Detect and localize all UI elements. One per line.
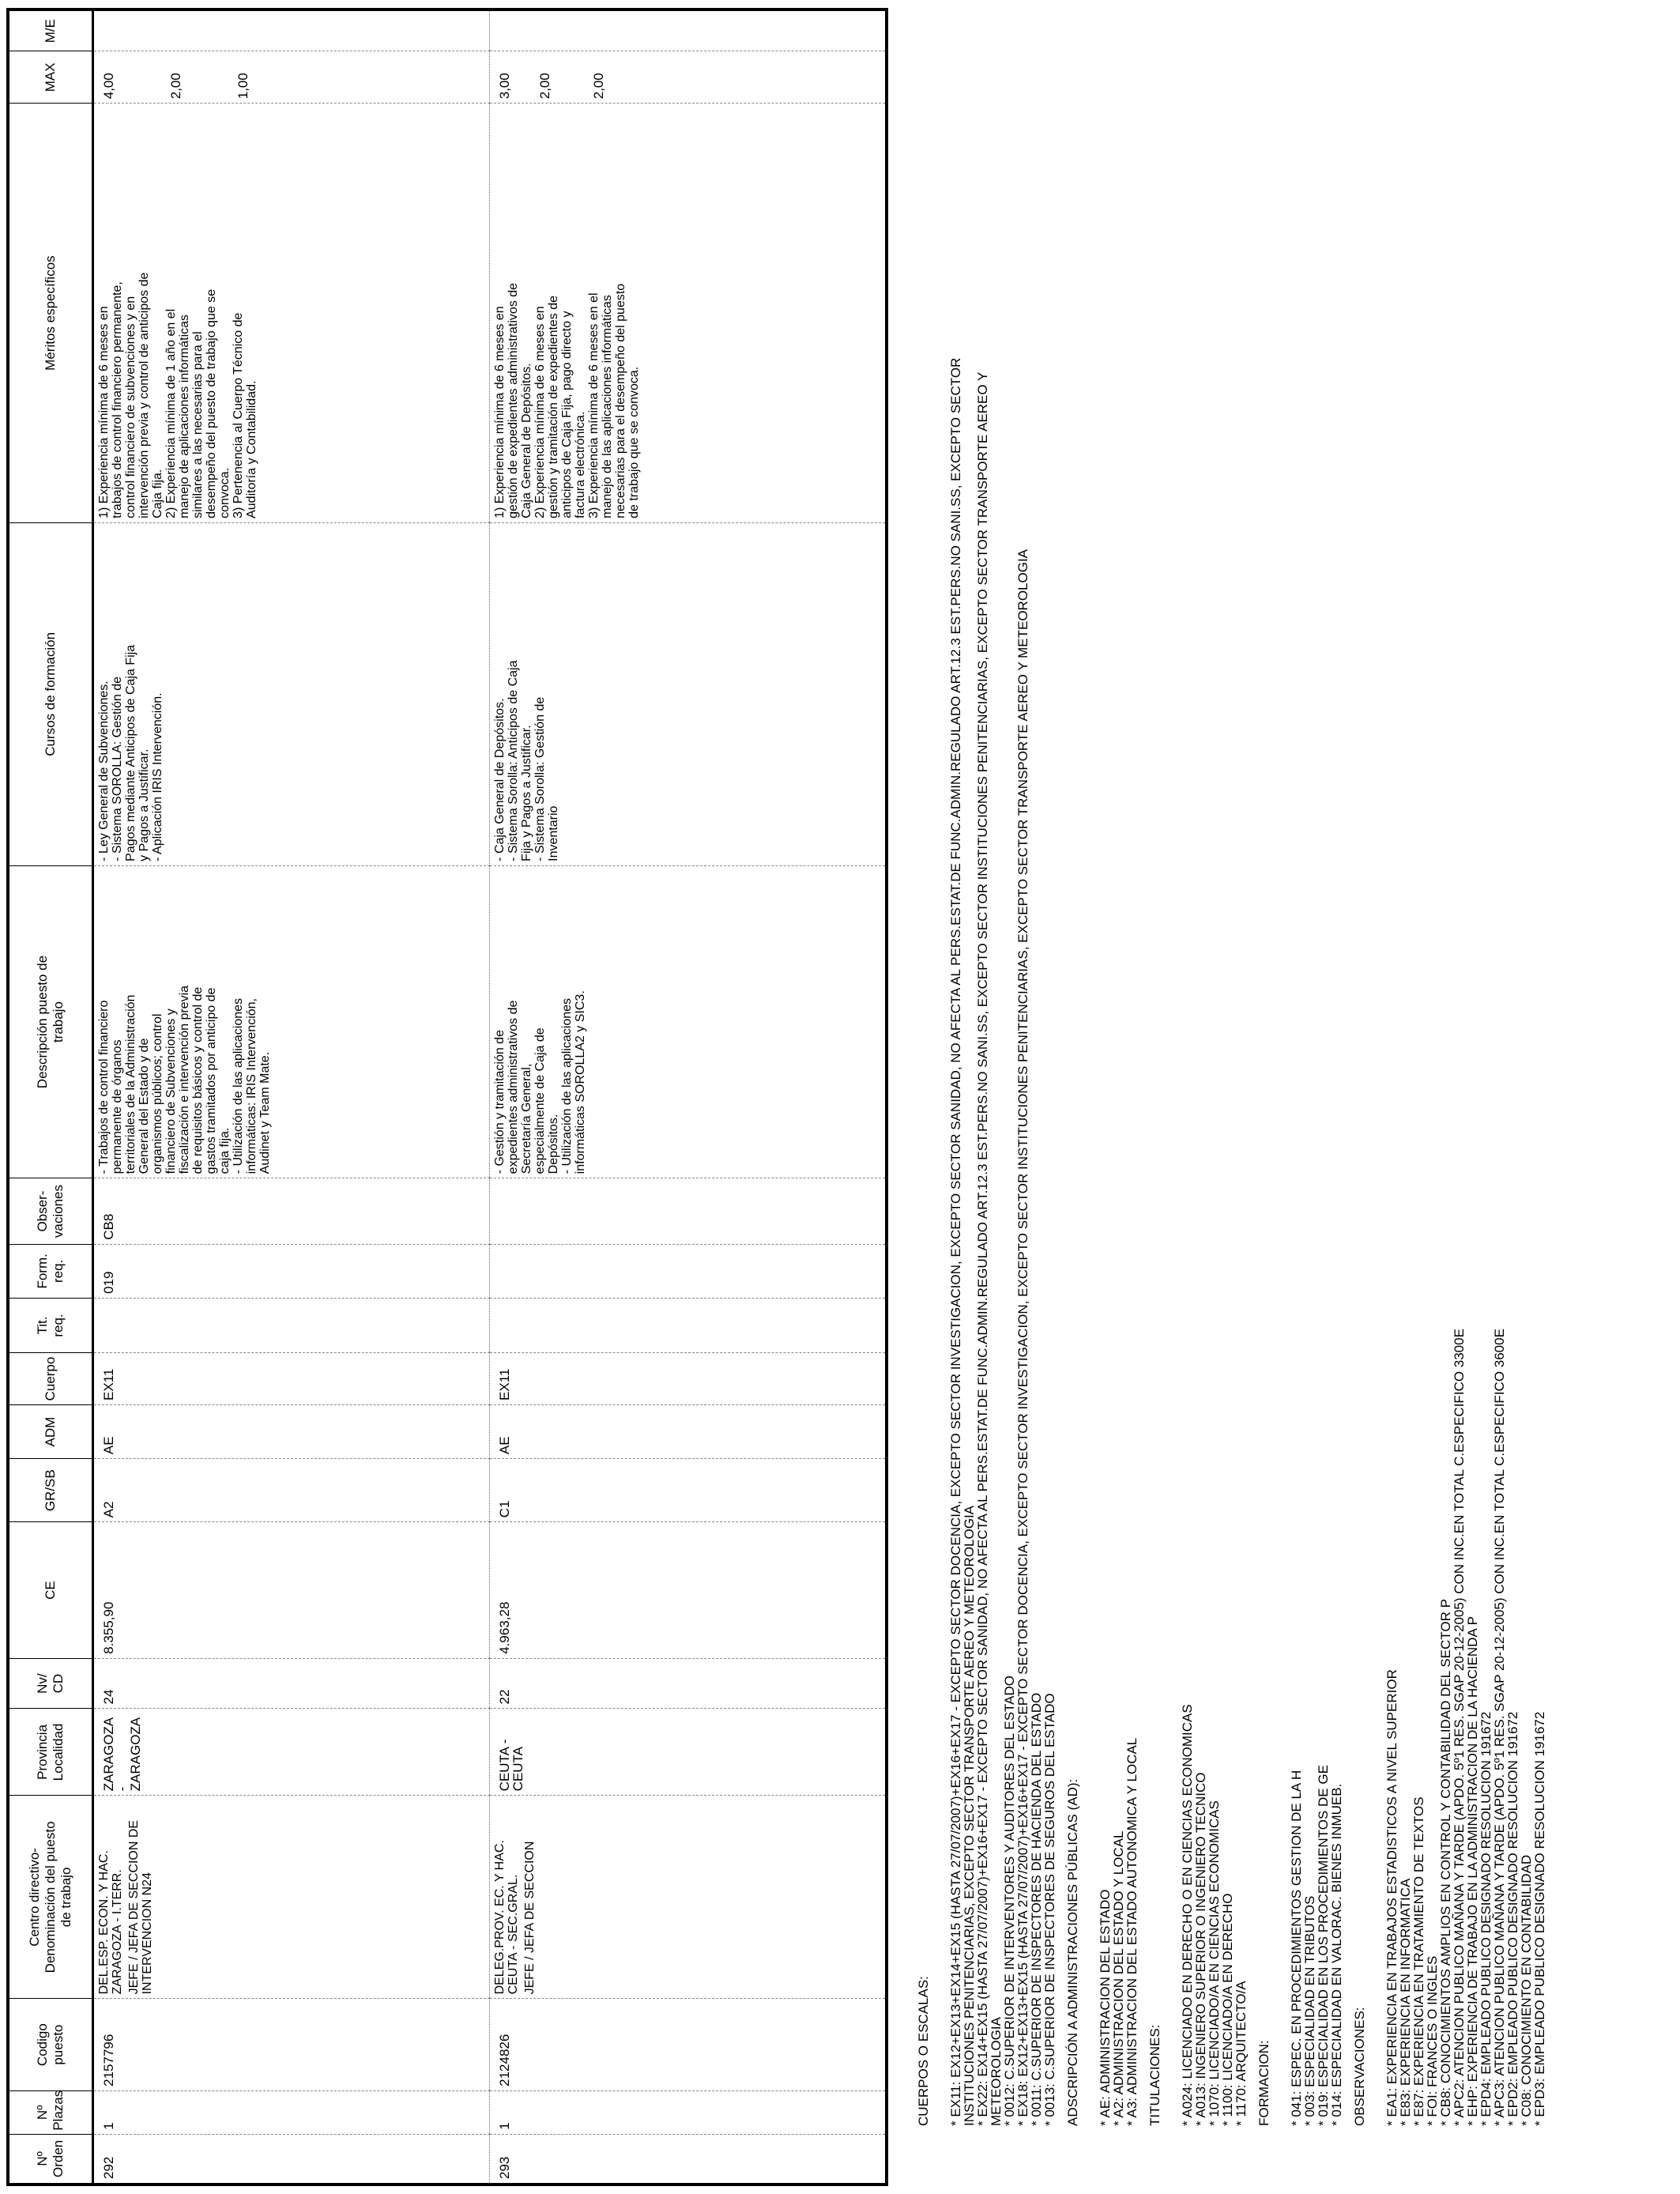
col-cursos-header: Cursos de formación <box>8 522 93 865</box>
col-descripcion-header: Descripción puesto de trabajo <box>8 865 93 1178</box>
table-row <box>93 9 490 2185</box>
col-codigo-header: Codigo puesto <box>8 1999 93 2090</box>
titulacion-cell <box>93 1298 490 1352</box>
table-row <box>489 9 887 2185</box>
titulacion-note: * 1100: LICENCIADO/A EN DERECHO <box>1220 1893 1235 2126</box>
plazas-cell: 1 <box>489 2090 887 2134</box>
grupo-cell: A2 <box>93 1459 490 1522</box>
formacion-note: * 041: ESPEC. EN PROCEDIMIENTOS GESTION DE LA H <box>1289 1770 1304 2126</box>
merito-2: 2) Experiencia mínima de 6 meses en gestión y tramitación de expedientes de anticipos de Caja Fija, pago directo y factura electrónica. <box>533 295 587 518</box>
col-adm-header: ADM <box>8 1405 93 1459</box>
orden-cell: 292 <box>93 2134 490 2185</box>
cursos-cell: - Caja General de Depósitos. - Sistema Sorolla: Anticipos de Caja Fija y Pagos a Justificar. - Sistema Sorolla: Gestión de Inventario <box>489 522 887 865</box>
formacion-note: * 014: ESPECIALIDAD EN VALORAC. BIENES INMUEB. <box>1329 1783 1344 2126</box>
merito-3: 3) Pertenencia al Cuerpo Técnico de Auditoría y Contabilidad. <box>232 312 258 518</box>
centro-directivo: DELEG.PROV. EC. Y HAC. CEUTA - SEC.GRAL. <box>492 1840 520 1995</box>
titulacion-cell <box>489 1298 887 1352</box>
merito-2: 2) Experiencia mínima de 1 año en el manejo de aplicaciones informáticas similares a las necesarias para el desempeño del puesto de trabajo que se convoca. <box>164 288 232 518</box>
codigo-cell: 2124826 <box>489 1999 887 2090</box>
cuerpo-cell: EX11 <box>93 1353 490 1405</box>
orden-cell: 293 <box>489 2134 887 2185</box>
cuerpo-cell: EX11 <box>489 1353 887 1405</box>
cuerpo-note: * 0011: C.SUPERIOR DE INSPECTORES DE HACIENDA DEL ESTADO <box>1029 1692 1044 2126</box>
max-value-3: 1,00 <box>235 73 250 100</box>
titulacion-note: * 1070: LICENCIADO/A EN CIENCIAS ECONOMICAS <box>1207 1800 1222 2126</box>
observacion-note: * APC2: ATENCION PUBLICO MAÑANA Y TARDE (APDO. 5º1 RES. SGAP 20-12-2005) CON INC.EN TOTAL C.ESPECIFICO 3300E <box>1452 1329 1467 2126</box>
posts-table <box>6 8 888 2186</box>
descripcion-cell: - Trabajos de control financiero permanente de órganos territoriales de la Administración General del Estado y de organismos públicos; control financiero de Subvenciones y fiscalización e intervención previa de requisitos básicos y control de gastos tramitados por anticipo de caja fija. - Utilización de las aplicaciones informáticas: IRIS Intervención, Audinet y Team Mate. <box>93 865 490 1178</box>
observacion-note: * CB8: CONOCIMIENTOS AMPLIOS EN CONTROL Y CONTABILIDAD DEL SECTOR P <box>1438 1599 1453 2126</box>
adscripcion-title: ADSCRIPCIÓN A ADMINISTRACIONES PÚBLICAS (AD): <box>1065 1778 1080 2126</box>
ce-cell: 8.355,90 <box>93 1522 490 1658</box>
col-plazas-header: Nº Plazas <box>8 2090 93 2134</box>
observacion-note: * EPD2: EMPLEADO PUBLICO DESIGNADO RESOLUCION 191672 <box>1505 1711 1520 2126</box>
codigo-cell: 2157796 <box>93 1999 490 2090</box>
cursos-cell: - Ley General de Subvenciones. - Sistema SOROLLA: Gestión de Pagos mediante Anticipos de Caja Fija y Pagos a Justificar. - Aplicación IRIS Intervención. <box>93 522 490 865</box>
formacion-title: FORMACION: <box>1256 2040 1271 2126</box>
meritos-cell <box>93 104 490 523</box>
cuerpo-note: * 0013: C.SUPERIOR DE INSPECTORES DE SEGUROS DEL ESTADO <box>1042 1693 1057 2126</box>
max-value-3: 2,00 <box>590 73 606 100</box>
adm-cell: AE <box>489 1405 887 1459</box>
adscripcion-note: * A2: ADMINISTRACION DEL ESTADO Y LOCAL <box>1111 1830 1126 2126</box>
col-meritos-header: Méritos específicos <box>8 104 93 523</box>
max-value-1: 4,00 <box>101 73 116 100</box>
cuerpo-note: * EX11: EX12+EX13+EX14+EX15 (HASTA 27/07/2007)+EX16+EX17 - EXCEPTO SECTOR DOCENCIA, EXCEPTO SECTOR INVESTIGACION, EXCEPTO SECTOR SANIDAD, NO AFECTA AL PERS.ESTAT.DE FUNC.ADMIN.REGULADO ART.12.3 EST.PERS.NO SANI.SS, EXCEPTO SECTOR <box>948 357 963 2126</box>
cuerpo-note: * EX18: EX12+EX13+EX15 (HASTA 27/07/2007)+EX16+EX17 - EXCEPTO SECTOR DOCENCIA, EXCEPTO SECTOR INVESTIGACION, EXCEPTO SECTOR INSTITUCIONES PENITENCIARIAS, EXCEPTO SECTOR TRANSPORTE AEREO Y METEOROLOGIA <box>1015 548 1030 2126</box>
observacion-note: * C08: CONOCIMIENTO EN CONTABILIDAD <box>1519 1854 1534 2126</box>
formacion-cell: 019 <box>93 1244 490 1298</box>
col-centro-header: Centro directivo- Denominación del puesto de trabajo <box>8 1796 93 1999</box>
merito-3: 3) Experiencia mínima de 6 meses en el manejo de las aplicaciones informáticas necesarias para el desempeño del puesto de trabajo que se convoca. <box>586 283 641 518</box>
centro-cell <box>93 1796 490 1999</box>
cuerpo-note: METEOROLOGIA <box>989 2017 1004 2126</box>
col-tit-header: Tit. req. <box>8 1298 93 1352</box>
formacion-cell <box>489 1244 887 1298</box>
titulacion-note: * A013: INGENIERO SUPERIOR O INGENIERO TECNICO <box>1193 1772 1208 2126</box>
descripcion-cell: - Gestión y tramitación de expedientes administrativos de Secretaría General, especialmente de Caja de Depósitos. - Utilización de las aplicaciones informáticas SOROLLA2 y SIC3. <box>489 865 887 1178</box>
cuerpos-title: CUERPOS O ESCALAS: <box>916 1976 931 2126</box>
me-cell <box>489 9 887 51</box>
observacion-note: * EHP: EXPERIENCIA DE TRABAJO EN LA ADMINISTRACION DE LA HACIENDA P <box>1465 1616 1480 2126</box>
puesto-denominacion: JEFE / JEFA DE SECCION DE INTERVENCION N24 <box>127 1819 154 1995</box>
nivel-cell: 24 <box>93 1658 490 1709</box>
observacion-note: * EPD4: EMPLEADO PUBLICO DESIGNADO RESOLUCION 191672 <box>1478 1711 1494 2126</box>
ce-cell: 4.963,28 <box>489 1522 887 1658</box>
plazas-cell: 1 <box>93 2090 490 2134</box>
titulacion-note: * 1170: ARQUITECTO/A <box>1234 1981 1249 2126</box>
formacion-note: * 003: ESPECIALIDAD EN TRIBUTOS <box>1302 1895 1317 2126</box>
cuerpo-note: INSTITUCIONES PENITENCIARIAS, EXCEPTO SECTOR TRANSPORTE AEREO Y METEOROLOGIA <box>962 1505 977 2126</box>
observaciones-title: OBSERVACIONES: <box>1352 2007 1367 2126</box>
merito-1: 1) Experiencia mínima de 6 meses en trabajos de control financiero permanente, control financiero de subvenciones y en intervención previa y control de anticipos de Caja fija. <box>97 272 164 518</box>
cuerpo-note: * 0012: C.SUPERIOR DE INTERVENTORES Y AUDITORES DEL ESTADO <box>1002 1676 1017 2126</box>
col-provincia-header: Provincia Localidad <box>8 1709 93 1796</box>
adscripcion-note: * A3: ADMINISTRACION DEL ESTADO AUTONOMICA Y LOCAL <box>1124 1737 1139 2126</box>
col-ce-header: CE <box>8 1522 93 1658</box>
col-cuerpo-header: Cuerpo <box>8 1353 93 1405</box>
max-cell <box>489 51 887 104</box>
provincia-cell: ZARAGOZA - ZARAGOZA <box>93 1709 490 1796</box>
provincia-cell: CEUTA - CEUTA <box>489 1709 887 1796</box>
centro-cell <box>489 1796 887 1999</box>
max-value-1: 3,00 <box>496 73 512 100</box>
max-value-2: 2,00 <box>168 73 183 100</box>
col-form-header: Form. req. <box>8 1244 93 1298</box>
observaciones-cell: CB8 <box>93 1178 490 1244</box>
observaciones-cell <box>489 1178 887 1244</box>
legend-notes <box>917 24 1546 2126</box>
col-obs-header: Obser- vaciones <box>8 1178 93 1244</box>
titulaciones-title: TITULACIONES: <box>1147 2024 1162 2126</box>
col-me-header: M/E <box>8 9 93 51</box>
observacion-note: * FOI: FRANCES O INGLES <box>1425 1955 1440 2126</box>
max-cell <box>93 51 490 104</box>
merito-1: 1) Experiencia mínima de 6 meses en gestión de expedientes administrativos de Caja General de Depósitos. <box>492 282 533 518</box>
observacion-note: * E87: EXPERIENCIA EN TRATAMIENTO DE TEXTOS <box>1411 1796 1426 2126</box>
titulacion-note: * A024: LICENCIADO EN DERECHO O EN CIENCIAS ECONOMICAS <box>1180 1704 1195 2126</box>
adm-cell: AE <box>93 1405 490 1459</box>
me-cell <box>93 9 490 51</box>
cuerpo-note: * EX22: EX14+EX15 (HASTA 27/07/2007)+EX16+EX17 - EXCEPTO SECTOR SANIDAD, NO AFECTA AL PERS.ESTAT.DE FUNC.ADMIN.REGULADO ART.12.3 EST.PERS.NO SANI.SS, EXCEPTO SECTOR INSTITUCIONES PENITENCIARIAS, EXCEPTO SECTOR TRANSPORTE AEREO Y <box>975 371 990 2126</box>
max-value-2: 2,00 <box>537 73 552 100</box>
nivel-cell: 22 <box>489 1658 887 1709</box>
col-orden-header: Nº Orden <box>8 2134 93 2185</box>
adscripcion-note: * AE: ADMINISTRACION DEL ESTADO <box>1098 1889 1113 2126</box>
col-nv-header: Nv/ CD <box>8 1658 93 1709</box>
puesto-denominacion: JEFE / JEFA DE SECCION <box>522 1841 537 1995</box>
observacion-note: * EA1: EXPERIENCIA EN TRABAJOS ESTADISTICOS A NIVEL SUPERIOR <box>1384 1669 1399 2126</box>
observacion-note: * APC3: ATENCION PUBLICO MAÑANA Y TARDE (APDO. 5º1 RES. SGAP 20-12-2005) CON INC.EN TOTAL C.ESPECIFICO 3600E <box>1492 1329 1507 2126</box>
col-gr-header: GR/SB <box>8 1459 93 1522</box>
grupo-cell: C1 <box>489 1459 887 1522</box>
meritos-cell <box>489 104 887 523</box>
observacion-note: * EPD3: EMPLEADO PUBLICO DESIGNADO RESOLUCION 191672 <box>1532 1711 1547 2126</box>
col-max-header: MAX <box>8 51 93 104</box>
observacion-note: * E83: EXPERIENCIA EN INFORMATICA <box>1398 1878 1413 2126</box>
formacion-note: * 019: ESPECIALIDAD EN LOS PROCEDIMIENTOS DE GE <box>1316 1765 1331 2126</box>
centro-directivo: DEL.ESP. ECON. Y HAC. ZARAGOZA - I.TERR. <box>97 1850 124 1995</box>
